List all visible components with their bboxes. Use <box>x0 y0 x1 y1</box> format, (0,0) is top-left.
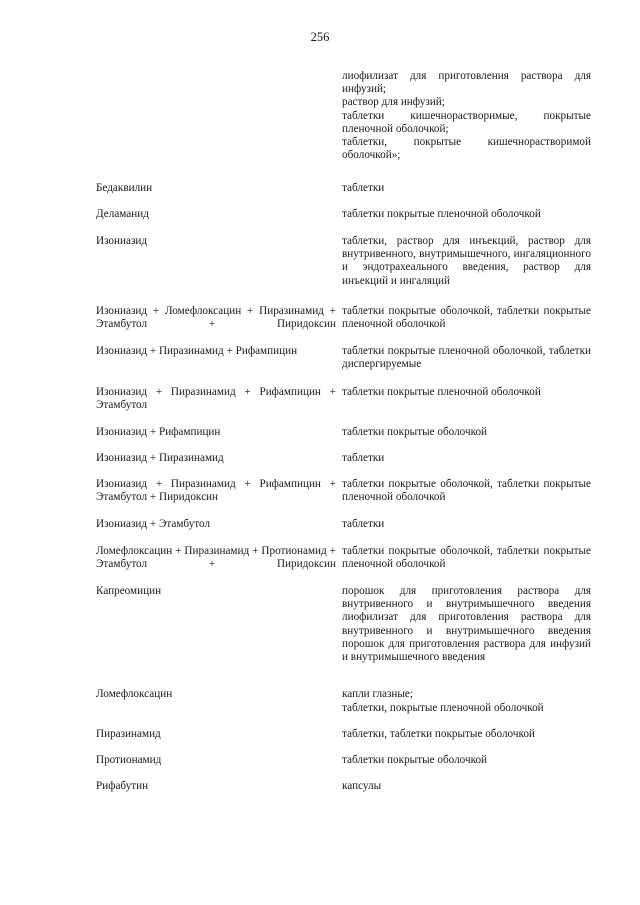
drug-name: Рифабутин <box>96 780 149 792</box>
drug-name: Протионамид <box>96 754 162 766</box>
dosage-form-line: таблетки, покрытые кишечнорастворимой оболочкой»; <box>342 136 591 162</box>
drug-name: Пиразинамид <box>96 728 161 740</box>
dosage-form-line: таблетки покрытые оболочкой, таблетки покрытые пленочной оболочкой <box>342 478 591 504</box>
dosage-forms <box>342 478 591 504</box>
drug-name: Капреомицин <box>96 585 162 597</box>
dosage-form-line: таблетки <box>342 182 385 194</box>
dosage-form-line: таблетки <box>342 452 385 464</box>
drug-name: Изониазид <box>96 235 148 247</box>
dosage-forms <box>342 235 591 288</box>
drug-name: Бедаквилин <box>96 182 153 194</box>
dosage-forms <box>342 728 591 741</box>
dosage-forms <box>342 545 591 571</box>
drug-name: Ломефлоксацин <box>96 688 173 700</box>
dosage-forms <box>342 182 591 195</box>
drug-name: Изониазид + Этамбутол <box>96 518 211 530</box>
continuation-cell <box>342 70 591 162</box>
dosage-form-line: таблетки покрытые оболочкой <box>342 426 488 438</box>
dosage-forms <box>342 754 591 767</box>
dosage-form-line: лиофилизат для приготовления раствора для инфузий; <box>342 70 591 96</box>
dosage-form-line: раствор для инфузий; <box>342 96 445 109</box>
dosage-form-line: таблетки кишечнорастворимые, покрытые пленочной оболочкой; <box>342 109 591 135</box>
dosage-form-line: таблетки покрытые пленочной оболочкой, таблетки диспергируемые <box>342 345 591 371</box>
dosage-form-line: таблетки, покрытые пленочной оболочкой <box>342 702 544 715</box>
dosage-form-line: таблетки, таблетки покрытые оболочкой <box>342 728 535 740</box>
drug-name: Изониазид + Пиразинамид + Рифампицин + Этамбутол + Пиридоксин <box>96 478 336 504</box>
drug-name: Изониазид + Ломефлоксацин + Пиразинамид + Этамбутол + Пиридоксин <box>96 305 336 331</box>
dosage-form-line: таблетки покрытые пленочной оболочкой <box>342 208 541 220</box>
dosage-form-line: капли глазные; <box>342 688 414 700</box>
dosage-form-line: таблетки покрытые оболочкой <box>342 754 488 766</box>
dosage-form-line: порошок для приготовления раствора для внутривенного и внутримышечного введения лиофилизат для приготовления раствора для внутривенного и внутримышечного введения порошок для приготовления раствора для инфузий и внутримышечного введения <box>342 585 591 664</box>
dosage-forms <box>342 585 591 664</box>
dosage-form-line: таблетки покрытые пленочной оболочкой <box>342 386 541 398</box>
dosage-forms <box>342 452 591 465</box>
drug-name: Ломефлоксацин + Пиразинамид + Протионамид + Этамбутол + Пиридоксин <box>96 545 336 571</box>
dosage-form-line: таблетки, раствор для инъекций, раствор для внутривенного, внутримышечного, ингаляционного и эндотрахеального введения, раствор для инъекций и ингаляций <box>342 235 591 287</box>
dosage-forms <box>342 305 591 331</box>
dosage-forms <box>342 688 591 715</box>
dosage-form-line: таблетки покрытые оболочкой, таблетки покрытые пленочной оболочкой <box>342 545 591 571</box>
drug-name: Изониазид + Рифампицин <box>96 426 221 438</box>
drug-name: Изониазид + Пиразинамид + Рифампицин <box>96 345 298 357</box>
dosage-forms <box>342 345 591 371</box>
dosage-forms <box>342 426 591 439</box>
drug-name: Изониазид + Пиразинамид + Рифампицин + Этамбутол <box>96 386 336 412</box>
drug-name: Изониазид + Пиразинамид <box>96 452 224 464</box>
page-number: 256 <box>310 30 330 44</box>
drug-name: Деламанид <box>96 208 149 220</box>
dosage-forms <box>342 780 591 793</box>
dosage-forms <box>342 208 591 221</box>
dosage-form-line: таблетки <box>342 518 385 530</box>
dosage-forms <box>342 518 591 531</box>
dosage-form-line: таблетки покрытые оболочкой, таблетки покрытые пленочной оболочкой <box>342 305 591 331</box>
dosage-forms <box>342 386 591 399</box>
dosage-form-line: капсулы <box>342 780 382 792</box>
